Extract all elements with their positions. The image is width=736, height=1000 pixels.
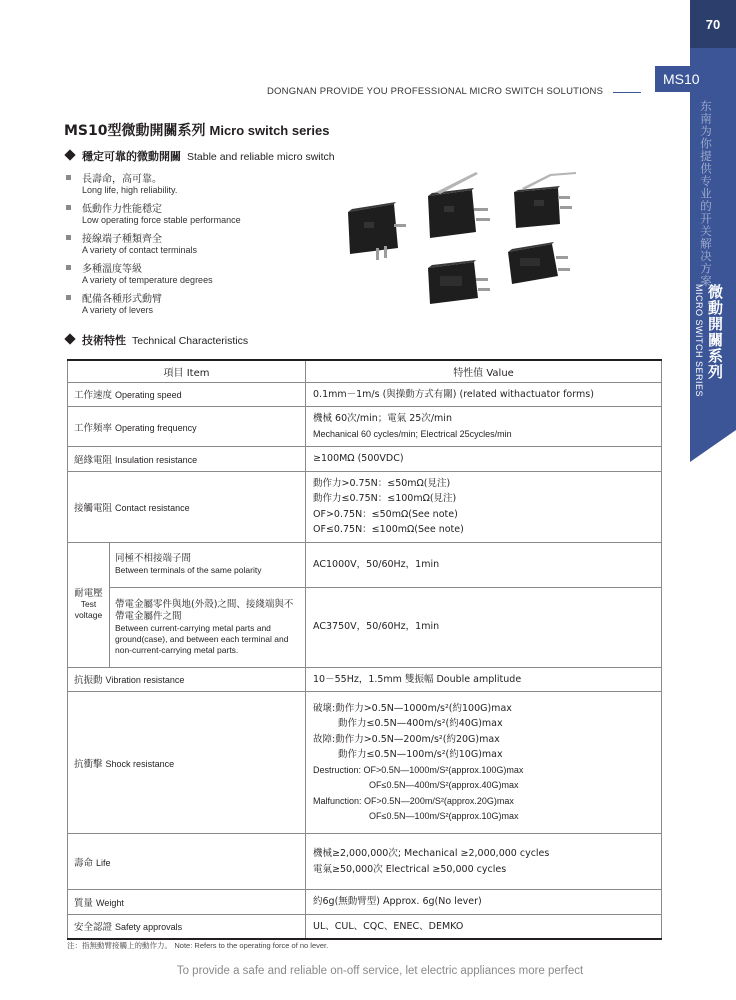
value-line: 機械 60次/min；電氣 25次/min [313, 413, 452, 424]
value-line: 故障:動作力>0.5N—200m/s²(約20G)max [313, 733, 500, 745]
table-row [68, 692, 662, 834]
table-row [68, 382, 662, 407]
value-line: OF≤0.5N—400m/S²(approx.40G)max [369, 780, 519, 790]
header-value: 特性值 Value [306, 360, 662, 382]
value-line: 動作力≤0.75N：≤100mΩ(見注) [313, 493, 457, 504]
test-voltage-label [68, 542, 110, 667]
value-line: Mechanical 60 cycles/min; Electrical 25cycles/min [313, 428, 512, 439]
row-value: AC3750V，50/60Hz，1min [306, 587, 662, 667]
row-value: ≥100MΩ (500VDC) [306, 447, 662, 472]
row-value: UL、CUL、CQC、ENEC、DEMKO [306, 914, 662, 939]
label-cn: 抗振動 [74, 675, 103, 687]
side-slogan: 东南为你提供专业的开关解决方案 [699, 100, 713, 288]
label-en: Operating frequency [115, 422, 197, 433]
label-en: Between terminals of the same polarity [115, 565, 262, 575]
section-stable-en: Stable and reliable micro switch [187, 151, 335, 163]
row-value: AC1000V，50/60Hz，1min [306, 542, 662, 587]
label-cn: 絕緣電阻 [74, 454, 113, 466]
row-value [306, 471, 662, 542]
row-label [68, 407, 306, 447]
table-row [68, 890, 662, 915]
label-cn: 質量 [74, 897, 94, 909]
row-value [306, 407, 662, 447]
table-row [68, 667, 662, 692]
label-cn: 接觸電阻 [74, 502, 113, 514]
switch-long-lever [428, 172, 490, 238]
feature-en: A variety of temperature degrees [82, 275, 213, 285]
label-cn: 工作速度 [74, 390, 113, 402]
feature-en: Low operating force stable performance [82, 215, 241, 225]
label-cn: 同極不相接端子間 [115, 553, 192, 564]
side-series-en: MICRO SWITCH SERIES [694, 284, 704, 398]
tagline: DONGNAN PROVIDE YOU PROFESSIONAL MICRO SWITCH SOLUTIONS [267, 86, 604, 97]
table-row [68, 914, 662, 939]
row-label [68, 382, 306, 407]
feature-cn: 低動作力性能穩定 [82, 204, 162, 215]
row-label [68, 447, 306, 472]
row-label [68, 914, 306, 939]
label-en: Contact resistance [115, 502, 190, 513]
page-title [64, 120, 329, 140]
feature-cn: 多種溫度等級 [82, 264, 142, 275]
table-row [68, 834, 662, 890]
switch-pin-plunger [428, 260, 490, 304]
square-bullet-icon [66, 205, 71, 210]
label-en: Shock resistance [105, 758, 175, 769]
value-line: 電氣≥50,000次 Electrical ≥50,000 cycles [313, 863, 507, 875]
table-row [68, 447, 662, 472]
row-value: 10－55Hz，1.5mm 雙振幅 Double amplitude [306, 667, 662, 692]
value-line: 機械≥2,000,000次; Mechanical ≥2,000,000 cycles [313, 848, 550, 859]
section-technical-cn: 技術特性 [82, 334, 126, 347]
value-line: 動作力≤0.5N—400m/s²(約40G)max [338, 718, 503, 729]
feature-cn: 長壽命，高可靠。 [82, 174, 162, 185]
section-stable-heading [64, 148, 335, 164]
label-cn: 安全認證 [74, 922, 113, 934]
value-line: 動作力≤0.5N—100m/s²(約10G)max [338, 749, 503, 760]
label-en: Safety approvals [115, 922, 183, 933]
label-cn: 工作頻率 [74, 422, 113, 434]
label-en: Between current-carrying metal parts and ground(case), and between each terminal and non-current-carrying metal parts. [115, 622, 289, 655]
page-number: 70 [690, 0, 736, 48]
sub-label [110, 542, 306, 587]
product-photo [336, 172, 590, 308]
row-value [306, 834, 662, 890]
diamond-bullet-icon [64, 149, 75, 160]
value-line: 破壞:動作力>0.5N—1000m/s²(約100G)max [313, 702, 512, 714]
model-tab: MS10 [655, 66, 736, 92]
label-cn: 耐電壓 [74, 588, 103, 599]
row-label [68, 667, 306, 692]
label-cn: 壽命 [74, 857, 94, 869]
diamond-bullet-icon [64, 333, 75, 344]
footer-slogan: To provide a safe and reliable on-off service, let electric appliances more perfect [176, 965, 584, 977]
feature-en: A variety of levers [82, 305, 154, 315]
value-line: OF>0.75N：≤50mΩ(See note) [313, 508, 458, 520]
row-value: 0.1mm－1m/s (與操動方式有關) (related withactuator forms) [306, 382, 662, 407]
row-label [68, 890, 306, 915]
side-band-notch [690, 430, 736, 462]
note-cn: 注：指無動臂接觸上的動作力。 [67, 941, 172, 950]
row-value [306, 692, 662, 834]
label-cn: 帶電金屬零件與地(外殼)之間、接綫端與不帶電金屬件之間 [115, 598, 294, 622]
feature-cn: 接線端子種類齊全 [82, 234, 162, 245]
row-value: 約6g(無動臂型) Approx. 6g(No lever) [306, 890, 662, 915]
table-row [68, 471, 662, 542]
feature-cn: 配備各種形式動臂 [82, 294, 162, 305]
switch-bent-lever [514, 172, 576, 228]
row-label [68, 834, 306, 890]
row-label [68, 471, 306, 542]
table-note [67, 940, 328, 951]
value-line: OF≤0.5N—100m/S²(approx.10G)max [369, 811, 519, 821]
note-en: Note: Refers to the operating force of no lever. [174, 941, 329, 950]
value-line: OF≤0.75N：≤100mΩ(See note) [313, 524, 464, 535]
switch-side-terminals [508, 242, 570, 284]
sub-label [110, 587, 306, 667]
value-line: 動作力>0.75N：≤50mΩ(見注) [313, 477, 451, 489]
title-en: Micro switch series [209, 123, 330, 138]
side-series-cn: 微動開關系列 [706, 284, 724, 380]
feature-en: Long life, high reliability. [82, 185, 178, 195]
label-en: Weight [96, 897, 124, 908]
table-row [68, 407, 662, 447]
table-row [68, 587, 662, 667]
square-bullet-icon [66, 265, 71, 270]
technical-table [67, 359, 662, 940]
section-technical-heading [64, 332, 248, 348]
section-stable-cn: 穩定可靠的微動開關 [82, 150, 181, 163]
table-row [68, 542, 662, 587]
switch-roller-lever [348, 202, 406, 260]
label-en: Insulation resistance [115, 454, 198, 465]
label-en: Test voltage [74, 599, 103, 620]
table-header-row [68, 360, 662, 382]
feature-en: A variety of contact terminals [82, 245, 198, 255]
value-line: Destruction: OF>0.5N—1000m/S²(approx.100G)max [313, 764, 524, 775]
header-item: 項目 Item [68, 360, 306, 382]
title-cn: MS10型微動開關系列 [64, 123, 206, 139]
row-label [68, 692, 306, 834]
square-bullet-icon [66, 235, 71, 240]
section-technical-en: Technical Characteristics [132, 335, 249, 347]
label-en: Vibration resistance [105, 675, 185, 686]
square-bullet-icon [66, 175, 71, 180]
label-cn: 抗衝擊 [74, 758, 103, 770]
label-en: Operating speed [115, 390, 182, 401]
tagline-rule [613, 92, 641, 93]
value-line: Malfunction: OF>0.5N—200m/S²(approx.20G)max [313, 795, 514, 806]
label-en: Life [96, 857, 111, 868]
square-bullet-icon [66, 295, 71, 300]
